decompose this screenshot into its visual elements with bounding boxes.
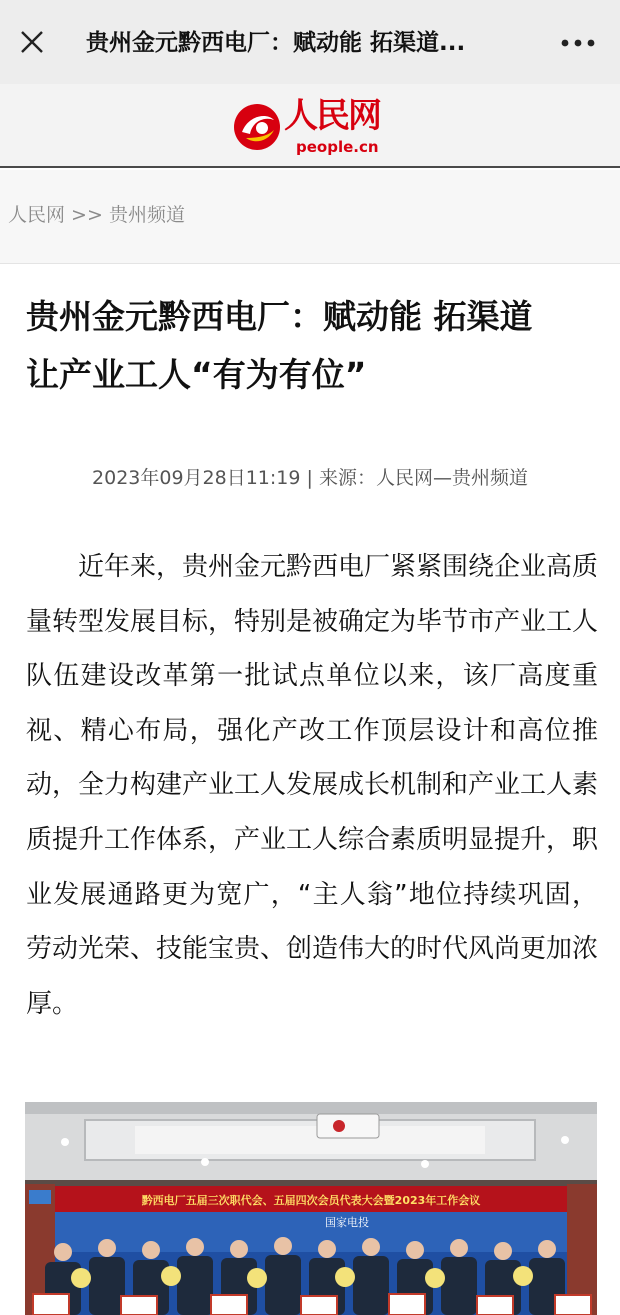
breadcrumb-channel-link[interactable]: 贵州频道: [108, 204, 185, 226]
meeting-photo-illustration: [25, 1102, 597, 1315]
site-header: [0, 84, 620, 168]
page-title: 贵州金元黔西电厂：赋动能 拓渠道...: [86, 30, 466, 56]
close-button[interactable]: [14, 24, 50, 60]
more-dots-icon: [561, 39, 595, 47]
breadcrumb-bar: [0, 170, 620, 264]
more-options-button[interactable]: [556, 28, 600, 58]
logo-emblem-icon: [232, 102, 282, 152]
article-meta: 2023年09月28日11:19 | 来源：人民网—贵州频道: [92, 467, 528, 489]
photo-backdrop-logo: 国家电投: [325, 1216, 369, 1229]
people-cn-logo[interactable]: [232, 94, 392, 160]
article-paragraph: 近年来，贵州金元黔西电厂紧紧围绕企业高质量转型发展目标，特别是被确定为毕节市产业工人队伍建设改革第一批试点单位以来，该厂高度重视、精心布局，强化产改工作顶层设计和高位推动，全力构建产业工人发展成长机制和产业工人素质提升工作体系，产业工人综合素质明显提升，职业发展通路更为宽广，“主人翁”地位持续巩固，劳动光荣、技能宝贵、创造伟大的时代风尚更加浓厚。: [26, 552, 599, 1019]
logo-text-en: people.cn: [296, 138, 379, 156]
breadcrumb-separator: >>: [65, 204, 109, 226]
article-title-line-1: 贵州金元黔西电厂：赋动能 拓渠道: [26, 297, 533, 336]
article-title: [26, 288, 600, 404]
breadcrumb-home-link[interactable]: 人民网: [8, 204, 66, 226]
article-photo[interactable]: [25, 1102, 597, 1315]
photo-banner-text: 黔西电厂五届三次职代会、五届四次会员代表大会暨2023年工作会议: [141, 1194, 481, 1207]
breadcrumb: [8, 200, 185, 230]
article-title-line-2: 让产业工人“有为有位”: [26, 355, 367, 394]
close-icon: [19, 29, 45, 55]
top-nav-bar: [0, 0, 620, 84]
logo-text-cn: 人民网: [284, 96, 380, 136]
